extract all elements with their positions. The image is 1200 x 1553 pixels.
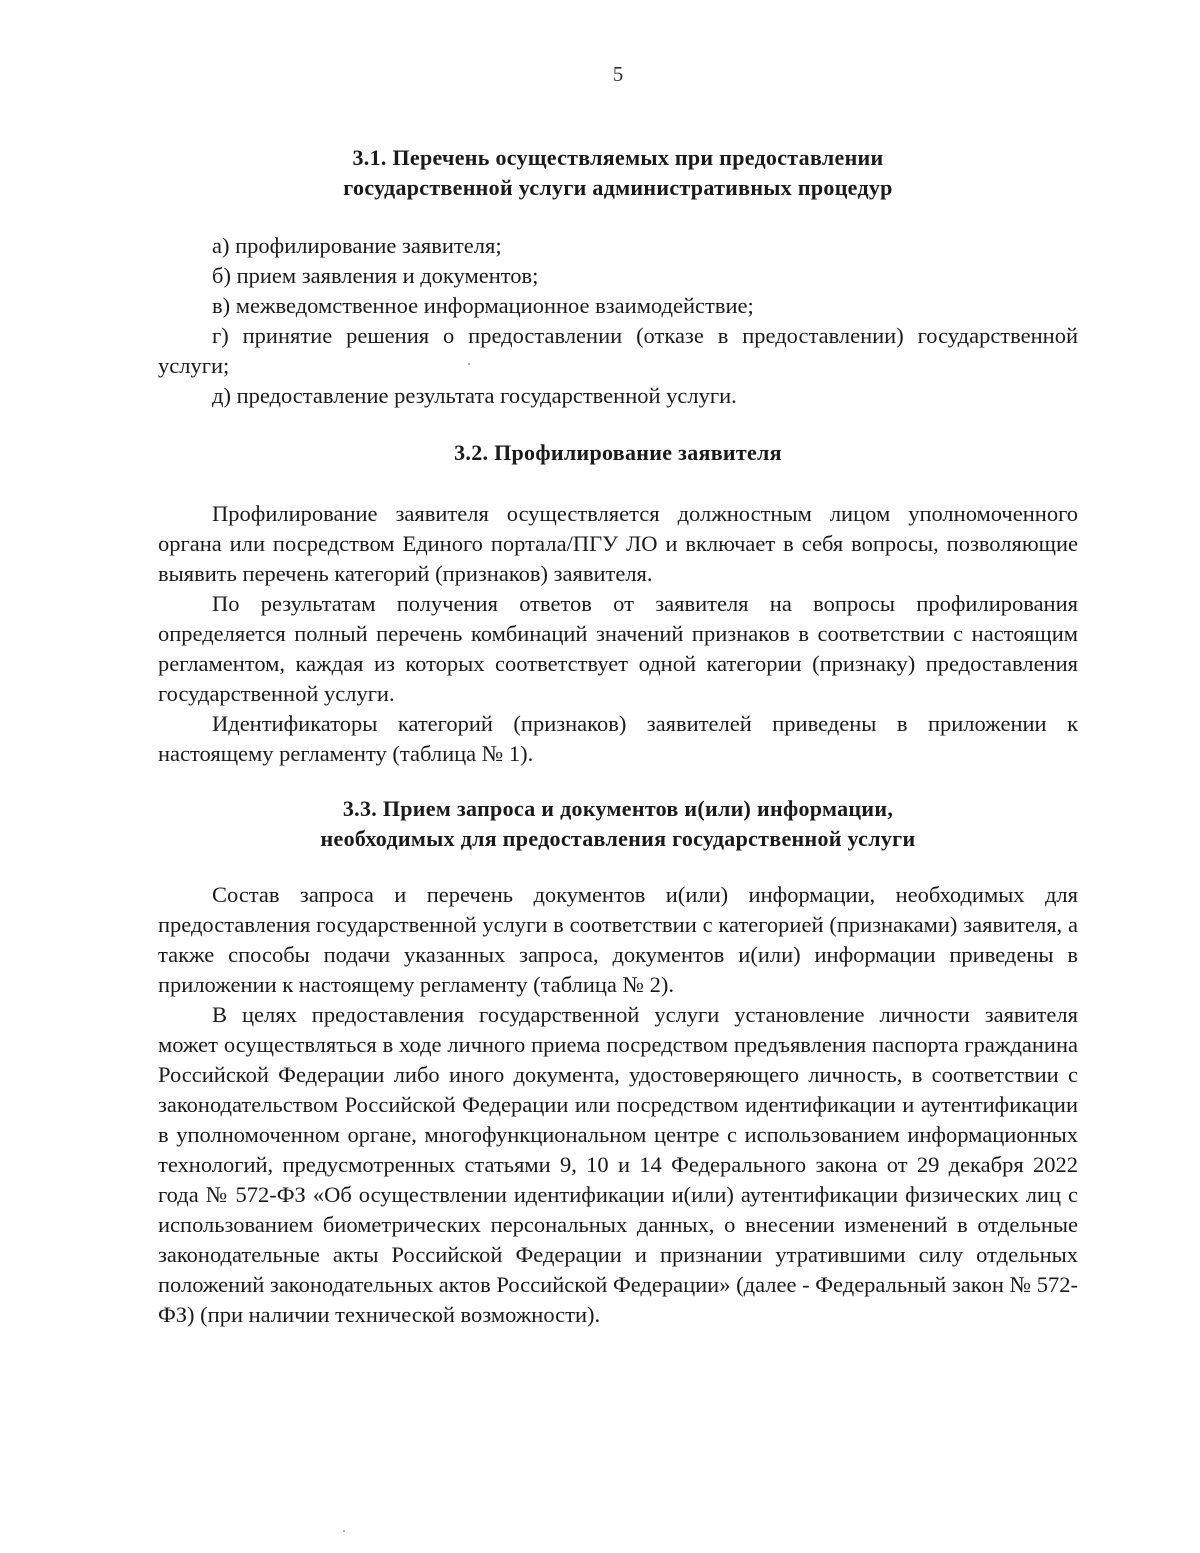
section-3-2-body — [158, 499, 1078, 769]
section-heading-3-1 — [158, 143, 1078, 203]
paragraph: В целях предоставления государственной услуги установление личности заявителя может осуществляться в ходе личного приема посредством предъявления паспорта гражданина Российской Федерации либо иного документа, удостоверяющего личность, в соответствии с законодательством Российской Федерации или посредством идентификации и аутентификации в уполномоченном органе, многофункциональном центре с использованием информационных технологий, предусмотренных статьями 9, 10 и 14 Федерального закона от 29 декабря 2022 года № 572-ФЗ «Об осуществлении идентификации и(или) аутентификации физических лиц с использованием биометрических персональных данных, о внесении изменений в отдельные законодательные акты Российской Федерации и признании утратившими силу отдельных положений законодательных актов Российской Федерации» (далее - Федеральный закон № 572-ФЗ) (при наличии технической возможности). — [158, 1002, 1078, 1327]
scan-speck — [343, 1530, 345, 1532]
procedure-list — [158, 231, 1078, 411]
list-item: д) предоставление результата государственной услуги. — [212, 383, 737, 408]
paragraph: Идентификаторы категорий (признаков) заявителей приведены в приложении к настоящему регламенту (таблица № 1). — [158, 711, 1078, 766]
paragraph: Состав запроса и перечень документов и(или) информации, необходимых для предоставления государственной услуги в соответствии с категорией (признаками) заявителя, а также способы подачи указанных запроса, документов и(или) информации приведены в приложении к настоящему регламенту (таблица № 2). — [158, 882, 1078, 997]
heading-line: 3.1. Перечень осуществляемых при предоставлении — [352, 145, 884, 170]
heading-line: государственной услуги административных процедур — [343, 175, 893, 200]
list-item: г) принятие решения о предоставлении (отказе в предоставлении) государственной услуги; — [158, 323, 1078, 378]
list-item: в) межведомственное информационное взаимодействие; — [212, 293, 754, 318]
list-item: б) прием заявления и документов; — [212, 263, 539, 288]
scan-speck — [468, 363, 470, 365]
paragraph: Профилирование заявителя осуществляется должностным лицом уполномоченного органа или посредством Единого портала/ПГУ ЛО и включает в себя вопросы, позволяющие выявить перечень категорий (признаков) заявителя. — [158, 501, 1078, 586]
section-heading-3-2 — [158, 438, 1078, 468]
heading-line: 3.3. Прием запроса и документов и(или) информации, — [342, 796, 894, 821]
section-heading-3-3 — [158, 794, 1078, 854]
section-3-3-body — [158, 880, 1078, 1330]
page-number: 5 — [612, 62, 624, 86]
list-item: а) профилирование заявителя; — [212, 233, 502, 258]
paragraph: По результатам получения ответов от заявителя на вопросы профилирования определяется полный перечень комбинаций значений признаков в соответствии с настоящим регламентом, каждая из которых соответствует одной категории (признаку) предоставления государственной услуги. — [158, 591, 1078, 706]
heading-line: 3.2. Профилирование заявителя — [454, 440, 782, 465]
heading-line: необходимых для предоставления государственной услуги — [320, 826, 916, 851]
